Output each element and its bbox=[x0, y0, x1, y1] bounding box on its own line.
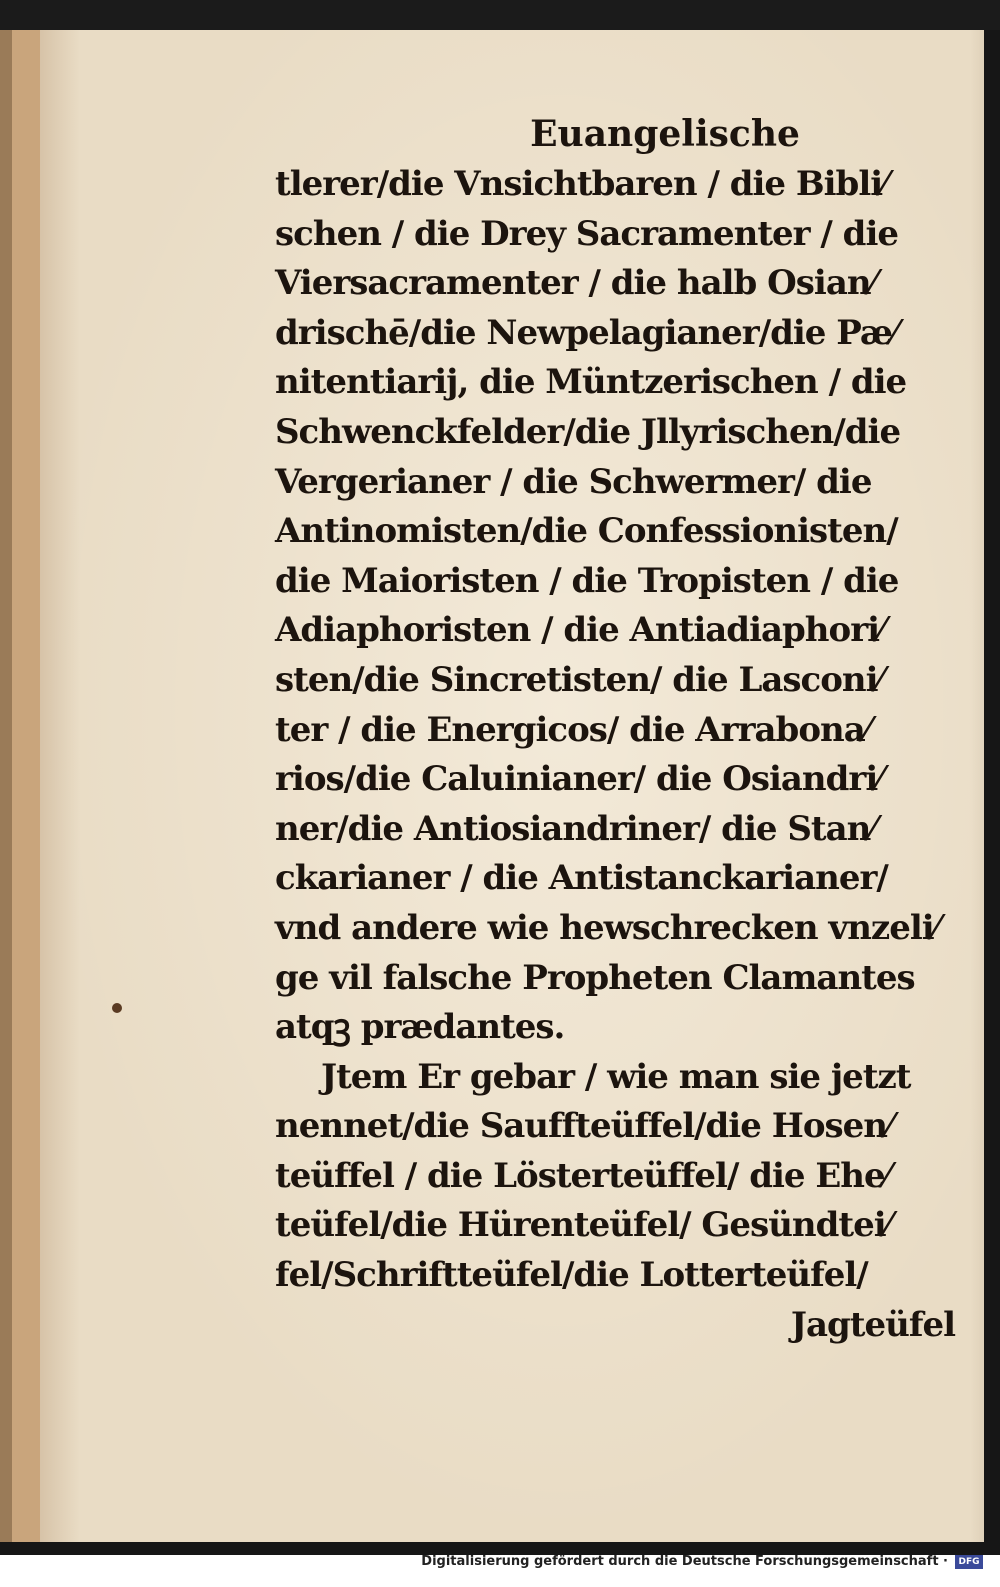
text-line: fel/Schriftteüfel/die Lotterteüfel/ bbox=[275, 1255, 868, 1296]
text-line: nitentiarij, die Müntzerischen / die bbox=[275, 362, 907, 403]
paper-stain bbox=[112, 1003, 122, 1013]
text-line: vnd andere wie hewschrecken vnzeli⁄ bbox=[275, 907, 939, 948]
page-text bbox=[275, 108, 975, 1350]
text-line: die Maioristen / die Tropisten / die bbox=[275, 560, 899, 601]
text-line: Adiaphoristen / die Antiadiaphori⁄ bbox=[275, 610, 884, 651]
dfg-logo-icon: DFG bbox=[955, 1555, 983, 1569]
text-line: Antinomisten/die Confessionisten/ bbox=[275, 511, 898, 552]
text-line: sten/die Sincretisten/ die Lasconi⁄ bbox=[275, 659, 883, 700]
text-line: teüffel / die Lösterteüffel/ die Ehe⁄ bbox=[275, 1155, 890, 1196]
catchword: Jagteüfel bbox=[790, 1304, 955, 1345]
text-line: atqꝫ prædantes. bbox=[275, 1007, 565, 1048]
text-line: tlerer/die Vnsichtbaren / die Bibli⁄ bbox=[275, 164, 887, 204]
text-line: ge vil falsche Propheten Clamantes bbox=[275, 957, 915, 998]
paragraph-2 bbox=[275, 1053, 975, 1301]
text-line: ner/die Antiosiandriner/ die Stan⁄ bbox=[275, 808, 876, 849]
scan-top-edge bbox=[0, 0, 1000, 30]
running-head: Euangelische bbox=[530, 113, 800, 155]
text-line: Schwenckfelder/die Jllyrischen/die bbox=[275, 411, 901, 452]
dfg-credit: Digitalisierung gefördert durch die Deutsche Forschungsgemeinschaft · bbox=[421, 1554, 948, 1569]
text-line: drischē/die Newpelagianer/die Pæ⁄ bbox=[275, 312, 897, 353]
text-line: Vergerianer / die Schwermer/ die bbox=[275, 461, 872, 502]
text-line: rios/die Caluinianer/ die Osiandri⁄ bbox=[275, 759, 882, 800]
text-line: ter / die Energicos/ die Arrabona⁄ bbox=[275, 709, 870, 750]
text-line: Jtem Er gebar / wie man sie jetzt bbox=[321, 1056, 911, 1097]
text-line: nennet/die Sauffteüffel/die Hosen⁄ bbox=[275, 1106, 892, 1147]
paragraph-1 bbox=[275, 160, 975, 1053]
text-line: ckarianer / die Antistanckarianer/ bbox=[275, 858, 888, 899]
text-line: schen / die Drey Sacramenter / die bbox=[275, 213, 899, 254]
text-line: teüfel/die Hürenteüfel/ Gesündtei⁄ bbox=[275, 1205, 891, 1246]
text-line: Viersacramenter / die halb Osian⁄ bbox=[275, 263, 876, 304]
